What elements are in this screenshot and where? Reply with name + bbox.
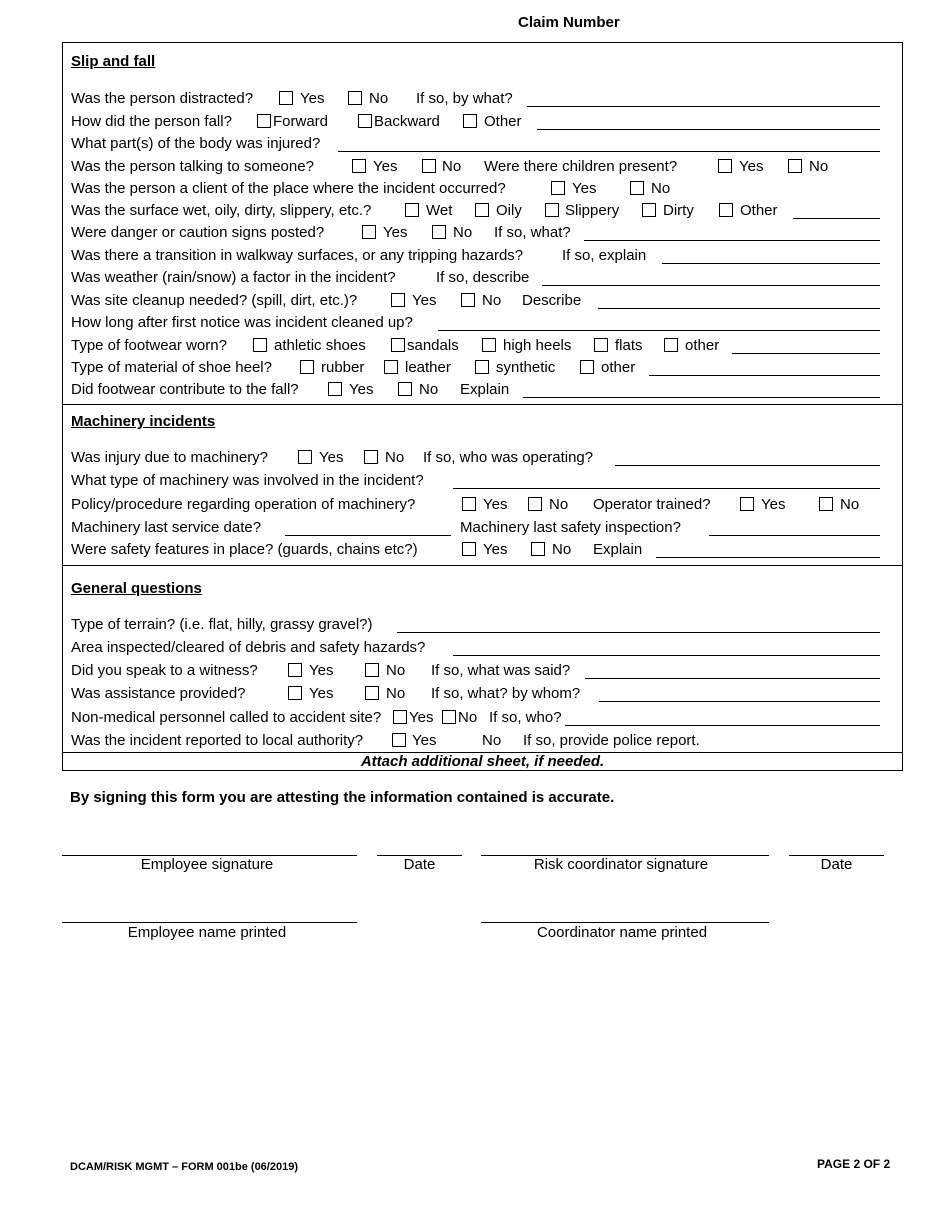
followup-label: Describe — [522, 292, 582, 309]
question-label: Non-medical personnel called to accident site? — [71, 709, 382, 726]
form-id: DCAM/RISK MGMT – FORM 001be (06/2019) — [70, 1161, 298, 1173]
employee-name-line[interactable] — [62, 922, 357, 923]
question-label: Was weather (rain/snow) a factor in the incident? — [71, 269, 396, 286]
option-label: sandals — [407, 337, 459, 354]
inspected-field[interactable] — [453, 655, 880, 656]
footwear-heels-checkbox[interactable] — [482, 338, 496, 352]
service-date-field[interactable] — [285, 535, 451, 536]
question-label: Machinery last safety inspection? — [460, 519, 681, 536]
question-label: Was site cleanup needed? (spill, dirt, etc.)? — [71, 292, 358, 309]
footwear-other-checkbox[interactable] — [664, 338, 678, 352]
surface-wet-checkbox[interactable] — [405, 203, 419, 217]
question-label: Area inspected/cleared of debris and safety hazards? — [71, 639, 426, 656]
nonmedical-no-checkbox[interactable] — [442, 710, 456, 724]
option-label: No — [482, 292, 502, 309]
option-label: No — [453, 224, 473, 241]
client-no-checkbox[interactable] — [630, 181, 644, 195]
section-title-slip-and-fall: Slip and fall — [71, 53, 156, 70]
followup-label: If so, what? — [494, 224, 571, 241]
fall-other-field[interactable] — [537, 129, 880, 130]
option-label: Yes — [349, 381, 374, 398]
question-label: Did footwear contribute to the fall? — [71, 381, 299, 398]
heel-synthetic-checkbox[interactable] — [475, 360, 489, 374]
option-label: Oily — [496, 202, 522, 219]
option-label: Yes — [761, 496, 786, 513]
question-label: Type of footwear worn? — [71, 337, 227, 354]
heel-other-checkbox[interactable] — [580, 360, 594, 374]
coordinator-name-line[interactable] — [481, 922, 769, 923]
safety-no-checkbox[interactable] — [531, 542, 545, 556]
cleaned-after-field[interactable] — [438, 330, 880, 331]
option-label: Yes — [572, 180, 597, 197]
option-label: No — [552, 541, 572, 558]
heel-rubber-checkbox[interactable] — [300, 360, 314, 374]
option-label: Dirty — [663, 202, 694, 219]
option-label: No — [442, 158, 462, 175]
surface-other-checkbox[interactable] — [719, 203, 733, 217]
option-label: synthetic — [496, 359, 556, 376]
option-label: Other — [484, 113, 522, 130]
contribute-explain-field[interactable] — [523, 397, 880, 398]
option-label: Yes — [309, 662, 334, 679]
question-label: Was the person a client of the place where the incident occurred? — [71, 180, 506, 197]
section-title-general: General questions — [71, 580, 202, 597]
question-label: Were safety features in place? (guards, chains etc?) — [71, 541, 418, 558]
nonmedical-who-field[interactable] — [565, 725, 880, 726]
assistance-no-checkbox[interactable] — [365, 686, 379, 700]
coordinator-name-label: Coordinator name printed — [536, 924, 708, 941]
employee-signature-label: Employee signature — [140, 856, 274, 873]
witness-no-checkbox[interactable] — [365, 663, 379, 677]
question-label: Type of terrain? (i.e. flat, hilly, grassy gravel?) — [71, 616, 373, 633]
slip-and-fall-section — [62, 42, 903, 405]
question-label: Was injury due to machinery? — [71, 449, 269, 466]
talking-yes-checkbox[interactable] — [352, 159, 366, 173]
machinery-section — [62, 403, 903, 566]
distracted-by-what-field[interactable] — [527, 106, 880, 107]
surface-other-field[interactable] — [793, 218, 880, 219]
question-label: Operator trained? — [593, 496, 711, 513]
trained-no-checkbox[interactable] — [819, 497, 833, 511]
signs-yes-checkbox[interactable] — [362, 225, 376, 239]
general-section — [62, 565, 903, 771]
section-title-machinery: Machinery incidents — [71, 413, 216, 430]
option-label: athletic shoes — [274, 337, 366, 354]
surface-slippery-checkbox[interactable] — [545, 203, 559, 217]
distracted-no-checkbox[interactable] — [348, 91, 362, 105]
question-label: Was the incident reported to local authority? — [71, 732, 364, 749]
option-label: Yes — [383, 224, 408, 241]
question-label: Machinery last service date? — [71, 519, 262, 536]
employee-name-label: Employee name printed — [127, 924, 287, 941]
option-label: Slippery — [565, 202, 620, 219]
signs-what-field[interactable] — [584, 240, 880, 241]
weather-describe-field[interactable] — [542, 285, 880, 286]
question-label: Was the person distracted? — [71, 90, 254, 107]
followup-label: If so, what? by whom? — [431, 685, 581, 702]
machinery-operator-field[interactable] — [615, 465, 880, 466]
question-label: Was there a transition in walkway surfaces, or any tripping hazards? — [71, 247, 524, 264]
option-label: flats — [615, 337, 643, 354]
heel-leather-checkbox[interactable] — [384, 360, 398, 374]
option-label: Forward — [273, 113, 329, 130]
page-number: PAGE 2 OF 2 — [817, 1157, 891, 1171]
followup-label: Explain — [593, 541, 643, 558]
option-label: rubber — [321, 359, 365, 376]
option-label: No — [385, 449, 405, 466]
question-label: How long after first notice was incident cleaned up? — [71, 314, 413, 331]
option-label: No — [369, 90, 389, 107]
option-label: Yes — [319, 449, 344, 466]
date2-label: Date — [820, 856, 853, 873]
option-label: high heels — [503, 337, 572, 354]
question-label: Was the surface wet, oily, dirty, slippery, etc.? — [71, 202, 372, 219]
option-label: leather — [405, 359, 451, 376]
talking-no-checkbox[interactable] — [422, 159, 436, 173]
children-no-checkbox[interactable] — [788, 159, 802, 173]
reported-yes-checkbox[interactable] — [392, 733, 406, 747]
option-label: No — [386, 662, 406, 679]
cleanup-no-checkbox[interactable] — [461, 293, 475, 307]
option-label: Yes — [483, 496, 508, 513]
option-label: Yes — [309, 685, 334, 702]
option-label: Wet — [426, 202, 453, 219]
option-label: No — [840, 496, 860, 513]
followup-label: If so, who? — [489, 709, 562, 726]
safety-yes-checkbox[interactable] — [462, 542, 476, 556]
option-label: No — [809, 158, 829, 175]
witness-yes-checkbox[interactable] — [288, 663, 302, 677]
children-yes-checkbox[interactable] — [718, 159, 732, 173]
distracted-yes-checkbox[interactable] — [279, 91, 293, 105]
followup-label: If so, describe — [436, 269, 530, 286]
followup-label: If so, provide police report. — [523, 732, 700, 749]
option-label: Other — [740, 202, 778, 219]
date1-label: Date — [403, 856, 436, 873]
witness-said-field[interactable] — [585, 678, 880, 679]
risk-signature-label: Risk coordinator signature — [533, 856, 709, 873]
footwear-athletic-checkbox[interactable] — [253, 338, 267, 352]
option-label: No — [386, 685, 406, 702]
trained-yes-checkbox[interactable] — [740, 497, 754, 511]
contribute-yes-checkbox[interactable] — [328, 382, 342, 396]
followup-label: Explain — [460, 381, 510, 398]
option-label: Yes — [373, 158, 398, 175]
option-label: Yes — [739, 158, 764, 175]
body-part-field[interactable] — [338, 151, 880, 152]
question-label: Type of material of shoe heel? — [71, 359, 272, 376]
terrain-field[interactable] — [397, 632, 880, 633]
fall-other-checkbox[interactable] — [463, 114, 477, 128]
option-label: Yes — [412, 732, 437, 749]
signs-no-checkbox[interactable] — [432, 225, 446, 239]
machinery-injury-yes-checkbox[interactable] — [298, 450, 312, 464]
contribute-no-checkbox[interactable] — [398, 382, 412, 396]
cleanup-describe-field[interactable] — [598, 308, 880, 309]
surface-dirty-checkbox[interactable] — [642, 203, 656, 217]
option-label: No — [651, 180, 671, 197]
footwear-sandals-checkbox[interactable] — [391, 338, 405, 352]
option-label: Yes — [412, 292, 437, 309]
heel-other-field[interactable] — [649, 375, 880, 376]
question-label: What part(s) of the body was injured? — [71, 135, 321, 152]
option-label: Yes — [300, 90, 325, 107]
attach-note: Attach additional sheet, if needed. — [360, 753, 605, 770]
question-label: How did the person fall? — [71, 113, 232, 130]
option-label: No — [482, 732, 502, 749]
question-label: What type of machinery was involved in the incident? — [71, 472, 424, 489]
question-label: Did you speak to a witness? — [71, 662, 258, 679]
attest-statement: By signing this form you are attesting the information contained is accurate. — [70, 789, 615, 806]
transition-explain-field[interactable] — [662, 263, 880, 264]
option-label: No — [419, 381, 439, 398]
option-label: Backward — [374, 113, 440, 130]
fall-forward-checkbox[interactable] — [257, 114, 271, 128]
option-label: Yes — [483, 541, 508, 558]
followup-label: If so, explain — [562, 247, 647, 264]
followup-label: If so, what was said? — [431, 662, 571, 679]
safety-inspection-field[interactable] — [709, 535, 880, 536]
followup-label: If so, who was operating? — [423, 449, 594, 466]
surface-oily-checkbox[interactable] — [475, 203, 489, 217]
machinery-type-field[interactable] — [453, 488, 880, 489]
option-label: other — [685, 337, 720, 354]
question-label: Was the person talking to someone? — [71, 158, 314, 175]
claim-number-label: Claim Number — [518, 14, 620, 31]
question-label: Were danger or caution signs posted? — [71, 224, 325, 241]
option-label: No — [458, 709, 478, 726]
question-label: Was assistance provided? — [71, 685, 246, 702]
option-label: Yes — [409, 709, 434, 726]
cleanup-yes-checkbox[interactable] — [391, 293, 405, 307]
assistance-who-field[interactable] — [599, 701, 880, 702]
policy-no-checkbox[interactable] — [528, 497, 542, 511]
option-label: other — [601, 359, 636, 376]
fall-backward-checkbox[interactable] — [358, 114, 372, 128]
option-label: No — [549, 496, 569, 513]
machinery-injury-no-checkbox[interactable] — [364, 450, 378, 464]
nonmedical-yes-checkbox[interactable] — [393, 710, 407, 724]
question-label: Policy/procedure regarding operation of machinery? — [71, 496, 416, 513]
client-yes-checkbox[interactable] — [551, 181, 565, 195]
policy-yes-checkbox[interactable] — [462, 497, 476, 511]
followup-label: If so, by what? — [416, 90, 513, 107]
assistance-yes-checkbox[interactable] — [288, 686, 302, 700]
safety-explain-field[interactable] — [656, 557, 880, 558]
footwear-other-field[interactable] — [732, 353, 880, 354]
question-label: Were there children present? — [484, 158, 678, 175]
footwear-flats-checkbox[interactable] — [594, 338, 608, 352]
